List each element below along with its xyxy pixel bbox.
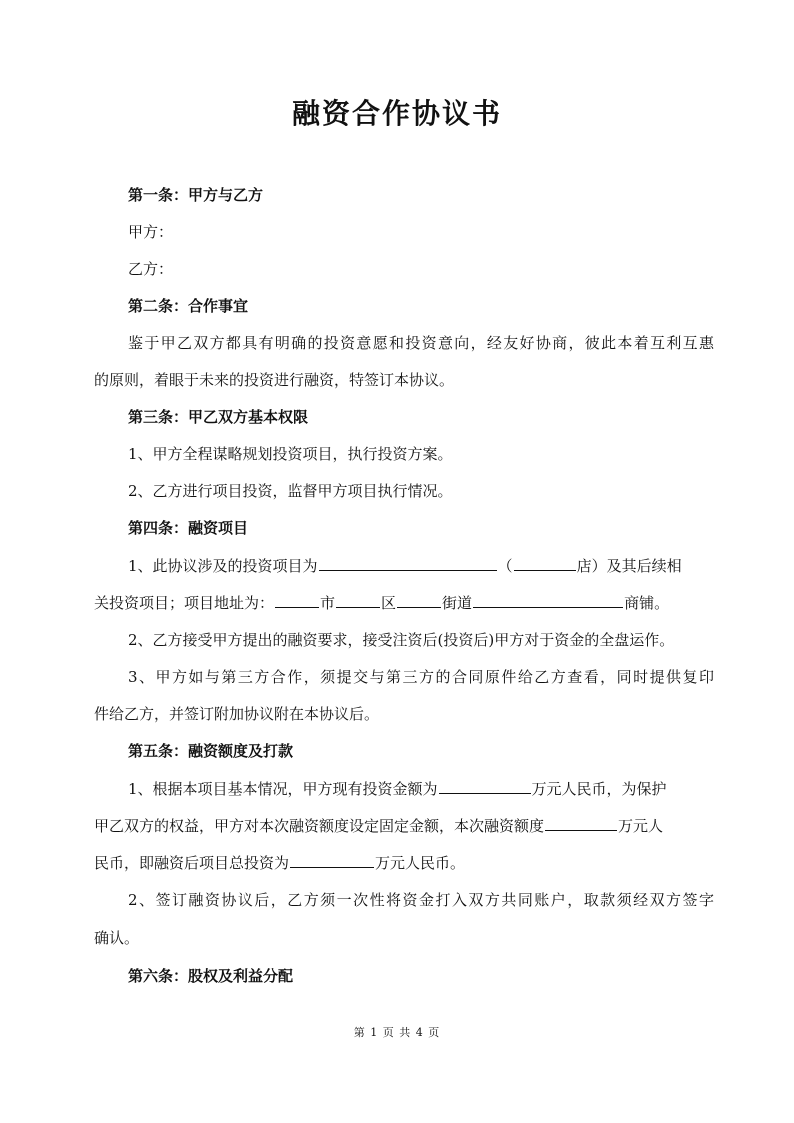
- address-detail-blank[interactable]: [473, 593, 623, 608]
- article3-item2: 2、乙方进行项目投资，监督甲方项目执行情况。: [128, 482, 453, 500]
- project-name-blank[interactable]: [319, 556, 497, 571]
- article2-paragraph-line2: 的原则，着眼于未来的投资进行融资，特签订本协议。: [94, 371, 455, 389]
- article5-item1-text-e: 民币，即融资后项目总投资为: [94, 854, 290, 872]
- article5-item2-line2: 确认。: [94, 929, 140, 947]
- article4-item1-text-e: 市: [320, 594, 336, 612]
- article5-item1-text-a: 1、根据本项目基本情况，甲方现有投资金额为: [128, 780, 438, 798]
- article5-item1-line3: [94, 853, 714, 873]
- article4-item2: 2、乙方接受甲方提出的融资要求，接受注资后(投资后)甲方对于资金的全盘运作。: [128, 631, 675, 649]
- article4-item1-line2: [94, 593, 714, 613]
- party-a-label: 甲方：: [128, 223, 174, 241]
- article2-heading: 第二条：合作事宜: [128, 297, 249, 315]
- article5-item1-text-d: 万元人: [618, 817, 664, 835]
- article4-item1-text-b: （: [497, 557, 513, 575]
- article4-item1-text-h: 商铺。: [624, 594, 670, 612]
- document-title: 融资合作协议书: [291, 97, 502, 130]
- article5-item2-line1: 2、签订融资协议后，乙方须一次性将资金打入双方共同账户，取款须经双方签字: [128, 891, 714, 909]
- article5-heading: 第五条：融资额度及打款: [128, 742, 294, 760]
- page-footer: 第 1 页 共 4 页: [353, 1026, 441, 1039]
- article4-item1-text-d: 关投资项目；项目地址为：: [94, 594, 275, 612]
- article3-item1: 1、甲方全程谋略规划投资项目，执行投资方案。: [128, 445, 453, 463]
- street-blank[interactable]: [397, 593, 441, 608]
- article5-item1-line2: [94, 816, 714, 836]
- article3-heading: 第三条：甲乙双方基本权限: [128, 408, 309, 426]
- article5-item1-line1: [128, 779, 748, 799]
- article4-item1-line1: [128, 556, 748, 576]
- article1-heading: 第一条：甲方与乙方: [128, 186, 264, 204]
- article4-item1-text-c: 店）及其后续相: [576, 557, 682, 575]
- store-name-blank[interactable]: [514, 556, 576, 571]
- district-blank[interactable]: [336, 593, 380, 608]
- article5-item1-text-c: 甲乙双方的权益，甲方对本次融资额度设定固定金额，本次融资额度: [94, 817, 545, 835]
- existing-investment-blank[interactable]: [439, 779, 531, 794]
- city-blank[interactable]: [275, 593, 319, 608]
- article4-item1-text-f: 区: [381, 594, 397, 612]
- total-investment-blank[interactable]: [290, 853, 374, 868]
- financing-amount-blank[interactable]: [545, 816, 617, 831]
- article2-paragraph-line1: 鉴于甲乙双方都具有明确的投资意愿和投资意向，经友好协商，彼此本着互利互惠: [128, 334, 714, 352]
- article4-item1-text-a: 1、此协议涉及的投资项目为: [128, 557, 318, 575]
- party-b-label: 乙方：: [128, 260, 174, 278]
- article4-item1-text-g: 街道: [442, 594, 473, 612]
- article5-item1-text-f: 万元人民币。: [375, 854, 466, 872]
- article6-heading: 第六条：股权及利益分配: [128, 967, 294, 985]
- article5-item1-text-b: 万元人民币，为保护: [531, 780, 667, 798]
- article4-heading: 第四条：融资项目: [128, 519, 249, 537]
- article4-item3-line2: 件给乙方，并签订附加协议附在本协议后。: [94, 705, 380, 723]
- article4-item3-line1: 3、甲方如与第三方合作，须提交与第三方的合同原件给乙方查看，同时提供复印: [128, 668, 714, 686]
